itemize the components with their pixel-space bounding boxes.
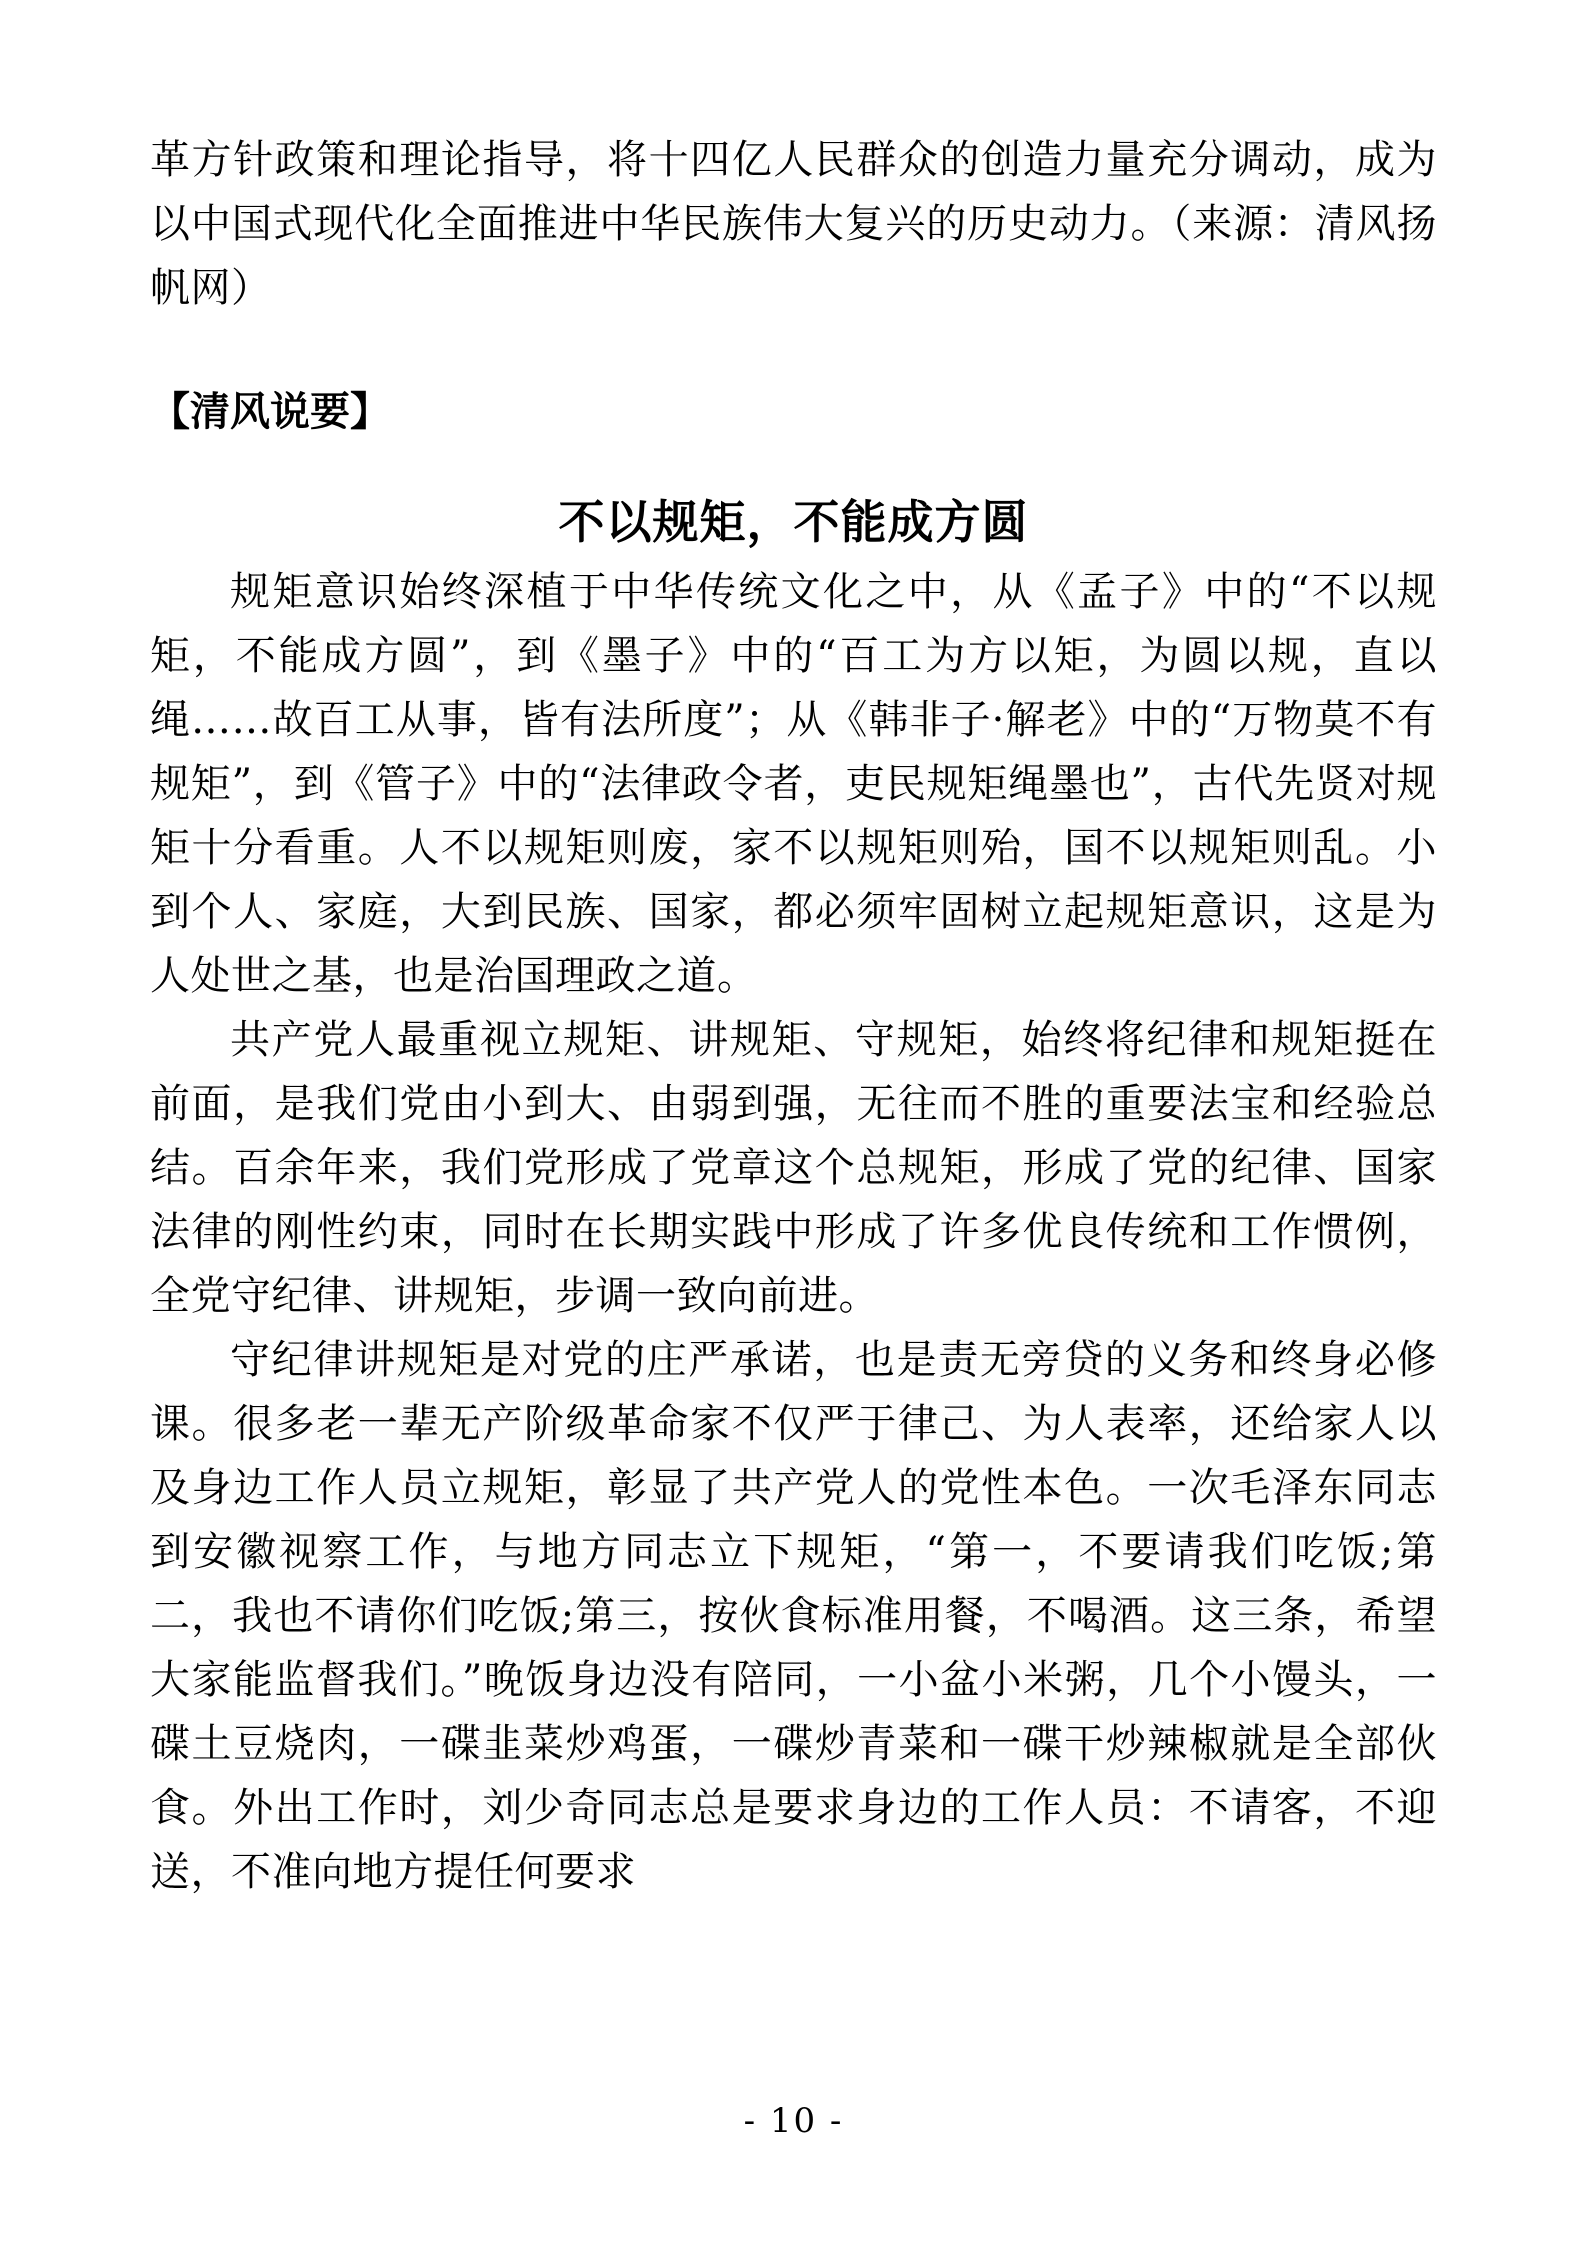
section-label: 【清风说要】 — [150, 388, 390, 435]
spacer — [150, 320, 1437, 380]
spacer — [150, 444, 1437, 486]
article-title: 不以规矩，不能成方圆 — [558, 495, 1029, 549]
page-number: - 10 - — [743, 2101, 844, 2141]
body-paragraph-1: 规矩意识始终深植于中华传统文化之中，从《孟子》中的“不以规矩，不能成方圆”，到《墨子》中的“百工为方以矩，为圆以规，直以绳……故百工从事，皆有法所度”；从《韩非子·解老》中的“万物莫不有规矩”，到《管子》中的“法律政令者，吏民规矩绳墨也”，古代先贤对规矩十分看重。人不以规矩则废，家不以规矩则殆，国不以规矩则乱。小到个人、家庭，大到民族、国家，都必须牢固树立起规矩意识，这是为人处世之基，也是治国理政之道。 — [150, 568, 1437, 999]
body-paragraph-3: 守纪律讲规矩是对党的庄严承诺，也是责无旁贷的义务和终身必修课。很多老一辈无产阶级革命家不仅严于律己、为人表率，还给家人以及身边工作人员立规矩，彰显了共产党人的党性本色。一次毛泽东同志到安徽视察工作，与地方同志立下规矩，“第一，不要请我们吃饭;第二，我也不请你们吃饭;第三，按伙食标准用餐，不喝酒。这三条，希望大家能监督我们。”晚饭身边没有陪同，一小盆小米粥，几个小馒头，一碟土豆烧肉，一碟韭菜炒鸡蛋，一碟炒青菜和一碟干炒辣椒就是全部伙食。外出工作时，刘少奇同志总是要求身边的工作人员：不请客，不迎送，不准向地方提任何要求 — [150, 1336, 1437, 1895]
body-paragraph-2: 共产党人最重视立规矩、讲规矩、守规矩，始终将纪律和规矩挺在前面，是我们党由小到大、由弱到强，无往而不胜的重要法宝和经验总结。百余年来，我们党形成了党章这个总规矩，形成了党的纪律、国家法律的刚性约束，同时在长期实践中形成了许多优良传统和工作惯例，全党守纪律、讲规矩，步调一致向前进。 — [150, 1016, 1437, 1319]
page-content — [150, 128, 1437, 1904]
continued-paragraph: 革方针政策和理论指导，将十四亿人民群众的创造力量充分调动，成为以中国式现代化全面推进中华民族伟大复兴的历史动力。（来源：清风扬帆网） — [150, 137, 1437, 311]
